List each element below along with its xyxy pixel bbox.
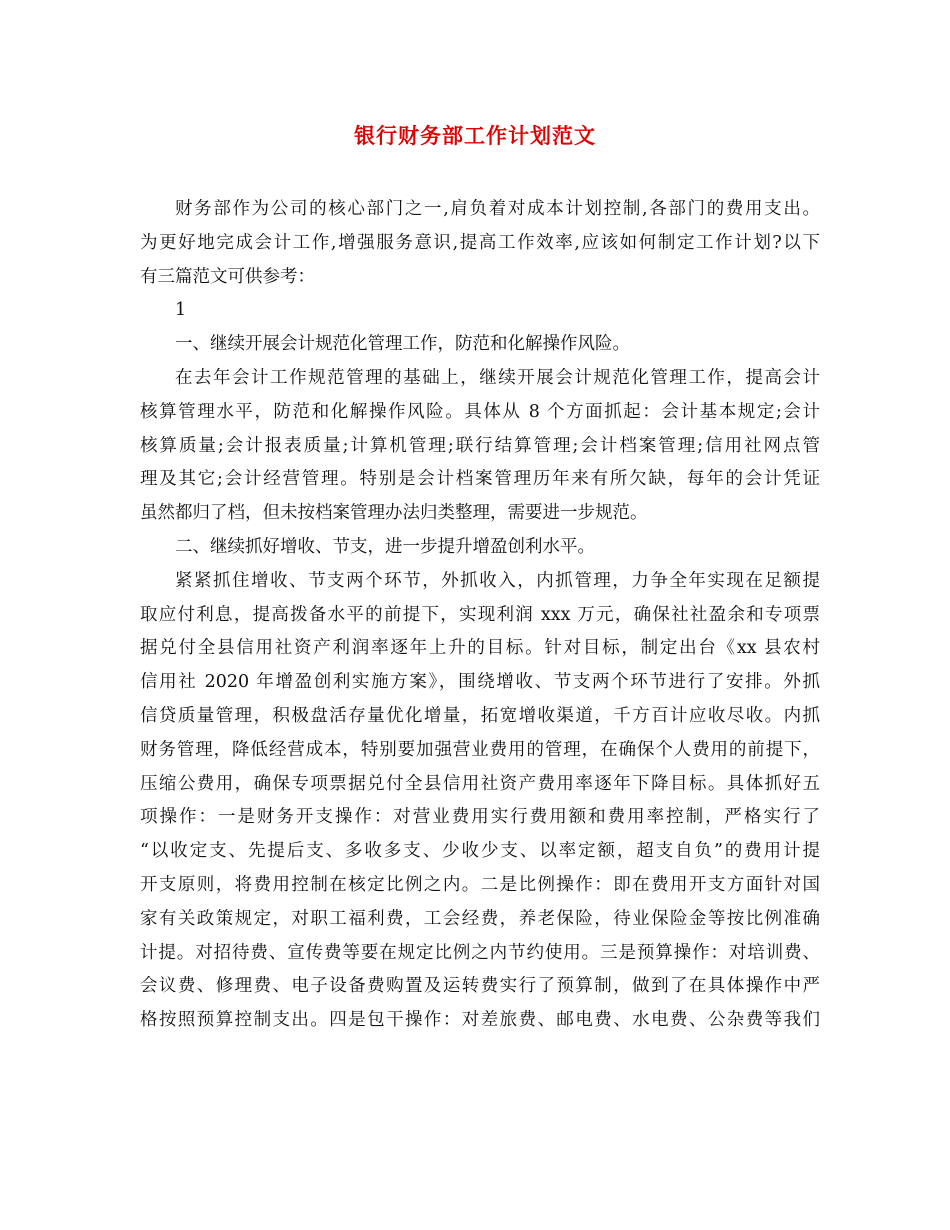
text-line: 家有关政策规定，对职工福利费，工会经费，养老保险，待业保险金等按比例准确	[140, 908, 820, 929]
text-line: 取应付利息，提高拨备水平的前提下，实现利润 xxx 万元，确保社社盈余和专项票	[140, 604, 820, 625]
text-line: 信用社 2020 年增盈创利实施方案》，围绕增收、节支两个环节进行了安排。外抓	[140, 672, 820, 693]
text-line: 在去年会计工作规范管理的基础上，继续开展会计规范化管理工作，提高会计	[175, 367, 820, 388]
text-line: 格按照预算控制支出。四是包干操作：对差旅费、邮电费、水电费、公杂费等我们	[140, 1010, 820, 1031]
text-line: 有三篇范文可供参考：	[140, 266, 315, 287]
text-line: 核算管理水平，防范和化解操作风险。具体从 8 个方面抓起：会计基本规定;会计	[140, 401, 820, 422]
text-line: 压缩公费用，确保专项票据兑付全县信用社资产费用率逐年下降目标。具体抓好五	[140, 773, 820, 794]
text-line: 财务管理，降低经营成本，特别要加强营业费用的管理，在确保个人费用的前提下，	[140, 739, 820, 760]
text-line: 开支原则，将费用控制在核定比例之内。二是比例操作：即在费用开支方面针对国	[140, 874, 820, 895]
text-line: 计提。对招待费、宣传费等要在规定比例之内节约使用。三是预算操作：对培训费、	[140, 942, 820, 963]
text-line: 紧紧抓住增收、节支两个环节，外抓收入，内抓管理，力争全年实现在足额提	[175, 570, 820, 591]
document-title: 银行财务部工作计划范文	[354, 123, 596, 148]
text-line: 虽然都归了档，但未按档案管理办法归类整理，需要进一步规范。	[140, 503, 648, 524]
text-line: 据兑付全县信用社资产利润率逐年上升的目标。针对目标，制定出台《xx 县农村	[140, 638, 820, 659]
text-line: 为更好地完成会计工作,增强服务意识,提高工作效率,应该如何制定工作计划?以下	[140, 232, 820, 253]
text-line: 1	[175, 300, 187, 321]
text-line: 二、继续抓好增收、节支，进一步提升增盈创利水平。	[175, 536, 595, 557]
text-line: 财务部作为公司的核心部门之一,肩负着对成本计划控制,各部门的费用支出。	[175, 199, 820, 219]
text-line: 理及其它;会计经营管理。特别是会计档案管理历年来有所欠缺，每年的会计凭证	[140, 469, 820, 490]
text-line: 会议费、修理费、电子设备费购置及运转费实行了预算制，做到了在具体操作中严	[140, 976, 820, 997]
text-line: 项操作：一是财务开支操作：对营业费用实行费用额和费用率控制，严格实行了	[140, 807, 820, 828]
text-line: 信贷质量管理，积极盘活存量优化增量，拓宽增收渠道，千方百计应收尽收。内抓	[140, 705, 820, 726]
text-line: 核算质量;会计报表质量;计算机管理;联行结算管理;会计档案管理;信用社网点管	[140, 435, 820, 456]
text-line: 一、继续开展会计规范化管理工作，防范和化解操作风险。	[175, 334, 630, 355]
document-body	[140, 193, 820, 1038]
text-line: “以收定支、先提后支、多收多支、少收少支、以率定额，超支自负”的费用计提	[140, 841, 820, 862]
